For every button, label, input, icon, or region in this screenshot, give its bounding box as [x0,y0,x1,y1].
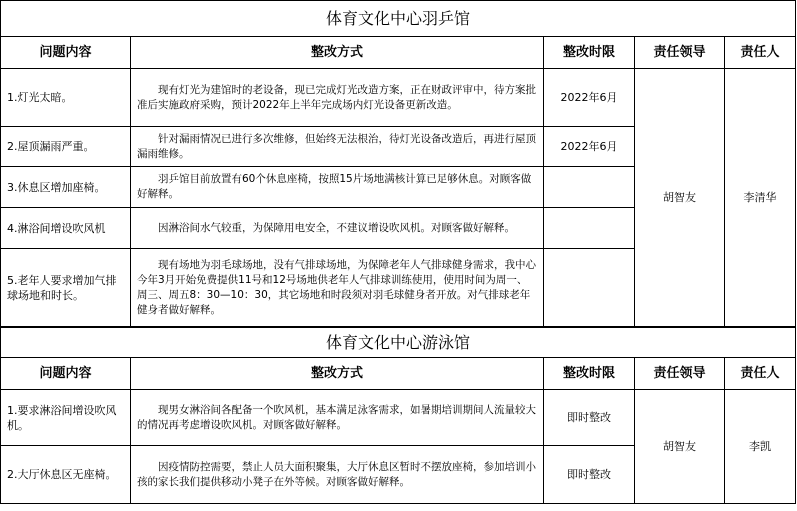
deadline-cell: 即时整改 [544,390,635,446]
issue-cell: 1.灯光太暗。 [1,69,131,127]
issue-cell: 2.大厅休息区无座椅。 [1,446,131,504]
issue-cell: 3.休息区增加座椅。 [1,167,131,208]
table-row [1,69,796,127]
header-person: 责任人 [725,37,796,69]
swimming-table [0,327,796,504]
issue-cell: 4.淋浴间增设吹风机 [1,208,131,249]
method-cell: 现男女淋浴间各配备一个吹风机，基本满足泳客需求，如暑期培训期间人流量较大的情况再考虑增设吹风机。对顾客做好解释。 [131,390,544,446]
section-title: 体育文化中心羽乒馆 [1,1,796,37]
table-row [1,390,796,446]
header-method: 整改方式 [131,358,544,390]
deadline-cell [544,249,635,327]
issue-cell: 1.要求淋浴间增设吹风机。 [1,390,131,446]
issue-cell: 5.老年人要求增加气排球场地和时长。 [1,249,131,327]
method-cell: 因疫情防控需要，禁止人员大面积聚集，大厅休息区暂时不摆放座椅，参加培训小孩的家长我们提供移动小凳子在外等候。对顾客做好解释。 [131,446,544,504]
deadline-cell: 2022年6月 [544,69,635,127]
deadline-cell [544,208,635,249]
leader-cell: 胡智友 [635,390,725,504]
header-person: 责任人 [725,358,796,390]
method-cell: 现有灯光为建馆时的老设备，现已完成灯光改造方案，正在财政评审中，待方案批准后实施政府采购，预计2022年上半年完成场内灯光设备更新改造。 [131,69,544,127]
header-method: 整改方式 [131,37,544,69]
header-issue: 问题内容 [1,37,131,69]
header-issue: 问题内容 [1,358,131,390]
header-deadline: 整改时限 [544,37,635,69]
header-leader: 责任领导 [635,37,725,69]
deadline-cell [544,167,635,208]
method-cell: 针对漏雨情况已进行多次维修，但始终无法根治，待灯光设备改造后，再进行屋顶漏雨维修。 [131,127,544,167]
person-cell: 李清华 [725,69,796,327]
section-title: 体育文化中心游泳馆 [1,328,796,358]
header-leader: 责任领导 [635,358,725,390]
deadline-cell: 即时整改 [544,446,635,504]
person-cell: 李凯 [725,390,796,504]
issue-cell: 2.屋顶漏雨严重。 [1,127,131,167]
header-deadline: 整改时限 [544,358,635,390]
method-cell: 羽乒馆目前放置有60个休息座椅，按照15片场地满核计算已足够休息。对顾客做好解释。 [131,167,544,208]
deadline-cell: 2022年6月 [544,127,635,167]
method-cell: 因淋浴间水气较重，为保障用电安全，不建议增设吹风机。对顾客做好解释。 [131,208,544,249]
method-cell: 现有场地为羽毛球场地，没有气排球场地，为保障老年人气排球健身需求，我中心今年3月开始免费提供11号和12号场地供老年人气排球训练使用，使用时间为周一、周三、周五8：30—10：30，其它场地和时段须对羽毛球健身者开放。对气排球老年健身者做好解释。 [131,249,544,327]
leader-cell: 胡智友 [635,69,725,327]
